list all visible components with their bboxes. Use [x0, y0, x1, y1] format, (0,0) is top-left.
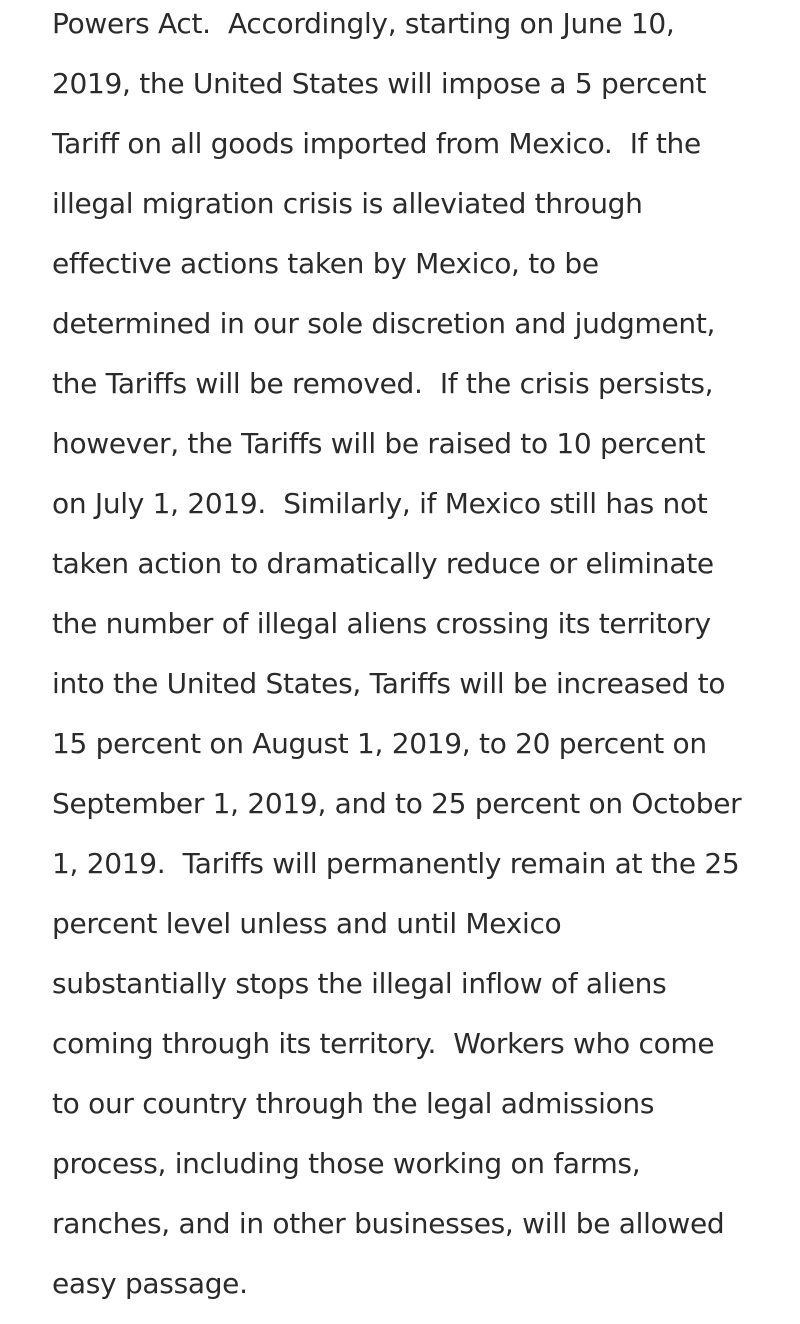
- paragraph-line-19: to our country through the legal admissions: [52, 1087, 655, 1120]
- paragraph-line-17: substantially stops the illegal inflow of aliens: [52, 967, 667, 1000]
- paragraph-line-8: however, the Tariffs will be raised to 10 percent: [52, 427, 706, 460]
- paragraph-line-1: Powers Act. Accordingly, starting on June 10,: [52, 7, 675, 40]
- paragraph-line-9: on July 1, 2019. Similarly, if Mexico still has not: [52, 487, 708, 520]
- paragraph-line-20: process, including those working on farms,: [52, 1147, 641, 1180]
- paragraph-line-21: ranches, and in other businesses, will be allowed: [52, 1207, 725, 1240]
- paragraph-line-15: 1, 2019. Tariffs will permanently remain at the 25: [52, 847, 740, 880]
- paragraph-line-2: 2019, the United States will impose a 5 percent: [52, 67, 707, 100]
- paragraph-line-22: easy passage.: [52, 1267, 248, 1300]
- paragraph-line-11: the number of illegal aliens crossing its territory: [52, 607, 711, 640]
- paragraph-line-14: September 1, 2019, and to 25 percent on October: [52, 787, 742, 820]
- paragraph-line-13: 15 percent on August 1, 2019, to 20 percent on: [52, 727, 707, 760]
- paragraph-line-4: illegal migration crisis is alleviated through: [52, 187, 643, 220]
- paragraph-line-16: percent level unless and until Mexico: [52, 907, 562, 940]
- paragraph-line-7: the Tariffs will be removed. If the crisis persists,: [52, 367, 714, 400]
- paragraph-line-5: effective actions taken by Mexico, to be: [52, 247, 599, 280]
- paragraph-line-10: taken action to dramatically reduce or eliminate: [52, 547, 714, 580]
- paragraph-line-12: into the United States, Tariffs will be increased to: [52, 667, 726, 700]
- paragraph-line-3: Tariff on all goods imported from Mexico. If the: [52, 127, 701, 160]
- paragraph-line-6: determined in our sole discretion and judgment,: [52, 307, 716, 340]
- paragraph-line-18: coming through its territory. Workers who come: [52, 1027, 715, 1060]
- letter-paragraph: [52, 0, 792, 1314]
